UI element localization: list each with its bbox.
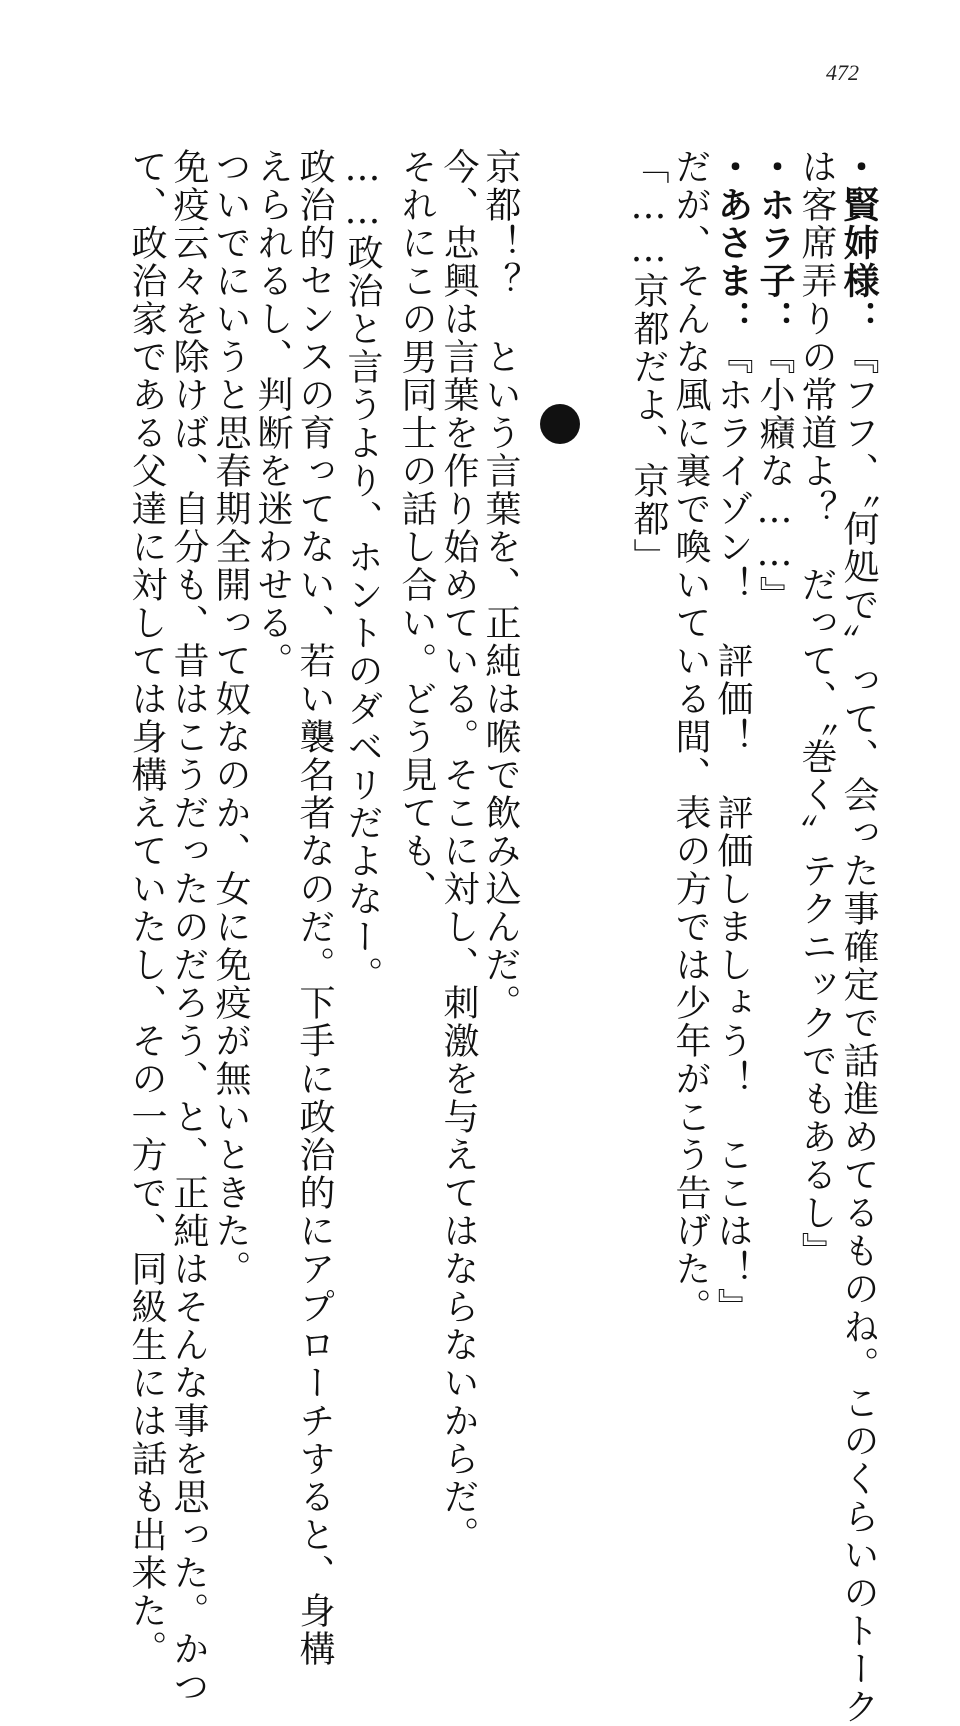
dialogue-text: 『フフ、〝何処で〟って、会った事確定で話進めてるものね。このくらいのトーク [838,338,879,1726]
dialogue-text: 「……京都だよ、京都」 [628,148,669,576]
text-column [670,148,710,1348]
text-column [438,148,479,1554]
text-column [480,148,520,1348]
page-number: 472 [826,60,859,85]
narration-text: 免疫云々を除けば、自分も、昔はこうだったのだろう、と、正純はそんな事を思った。かつ [168,148,209,1706]
narration-text: 今、忠興は言葉を作り始めている。そこに対し、刺激を与えてはならないからだ。 [438,148,479,1554]
text-column [838,148,879,1726]
narration-text: それにこの男同士の話し合い。どう見ても、 [396,148,437,908]
section-break-dot [540,404,580,444]
narration-text: ……政治と言うより、ホントのダベリだよなー。 [342,148,383,994]
speaker-label: ・ホラ子： [754,148,795,338]
narration-text: て、政治家である父達に対しては身構えていたし、その一方で、同級生には話も出来た。 [126,148,167,1668]
text-column [796,148,836,1348]
dialogue-text: 『小癪な……』 [754,338,795,614]
narration-text: 政治的センスの育ってない、若い襲名者なのだ。下手に政治的にアプローチすると、身構 [294,148,335,1668]
text-column [628,148,668,1348]
speaker-label: ・賢姉様： [838,148,879,338]
text-column [210,148,250,1348]
text-column [396,148,436,1348]
dialogue-text: は客席弄りの常道よ？ だって、〝巻く〟テクニックでもあるし』 [796,148,837,1270]
narration-text: えられるし、判断を迷わせる。 [252,148,293,680]
text-column [342,148,382,1348]
narration-text: 京都！？ という言葉を、正純は喉で飲み込んだ。 [480,148,521,1022]
text-column [252,148,292,1348]
narration-text: ついでにいうと思春期全開って奴なのか、女に免疫が無いときた。 [210,148,251,1288]
speaker-label: ・あさま： [712,148,753,338]
text-column [168,148,209,1706]
dialogue-text: 『ホライゾン！ 評価！ 評価しましょう！ ここは！』 [712,338,753,1326]
text-column [294,148,335,1668]
narration-text: だが、そんな風に裏で喚いている間、表の方では少年がこう告げた。 [670,148,711,1326]
text-column [126,148,167,1668]
text-column [754,148,794,1348]
text-column [712,148,752,1348]
